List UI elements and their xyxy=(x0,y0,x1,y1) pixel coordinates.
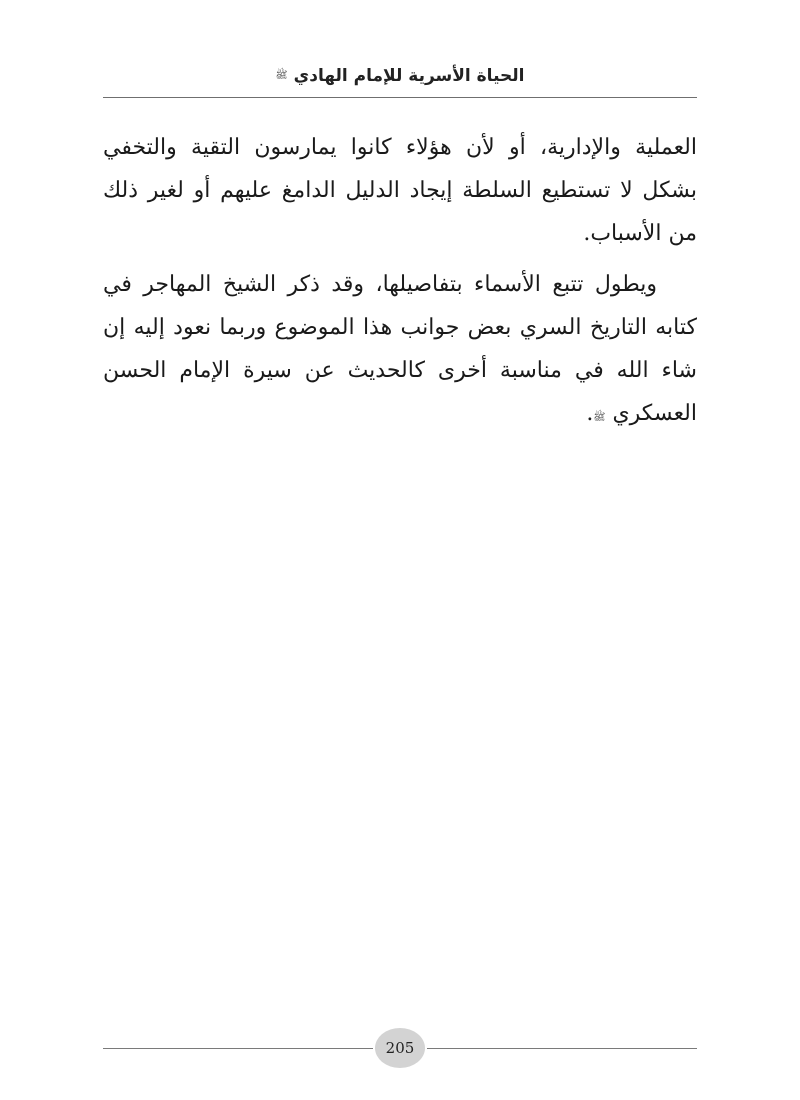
page-number: 205 xyxy=(385,1039,415,1057)
page-number-badge xyxy=(375,1028,425,1068)
footer-rule-right xyxy=(427,1048,697,1049)
honorific-symbol: ﷺ xyxy=(275,70,288,81)
running-header xyxy=(103,56,697,96)
paragraph-2-honorific: ﷺ xyxy=(593,412,606,423)
paragraph-2-end: . xyxy=(586,401,594,426)
footer-rule-left xyxy=(103,1048,373,1049)
running-header-title xyxy=(276,66,525,86)
paragraph-2-text: ويطول تتبع الأسماء بتفاصيلها، وقد ذكر الشيخ المهاجر في كتابه التاريخ السري بعض جوانب هذا الموضوع وربما نعود إليه إن شاء الله في مناسبة أخرى كالحديث عن سيرة الإمام الحسن العسكري xyxy=(103,272,697,426)
header-divider xyxy=(103,97,697,98)
paragraph-2 xyxy=(103,263,697,439)
paragraph-1: العملية والإدارية، أو لأن هؤلاء كانوا يمارسون التقية والتخفي بشكل لا تستطيع السلطة إيجاد الدليل الدامغ عليهم أو لغير ذلك من الأسباب. xyxy=(103,135,697,246)
book-title: الحياة الأسرية للإمام الهادي xyxy=(293,66,525,86)
page-body xyxy=(103,126,697,447)
